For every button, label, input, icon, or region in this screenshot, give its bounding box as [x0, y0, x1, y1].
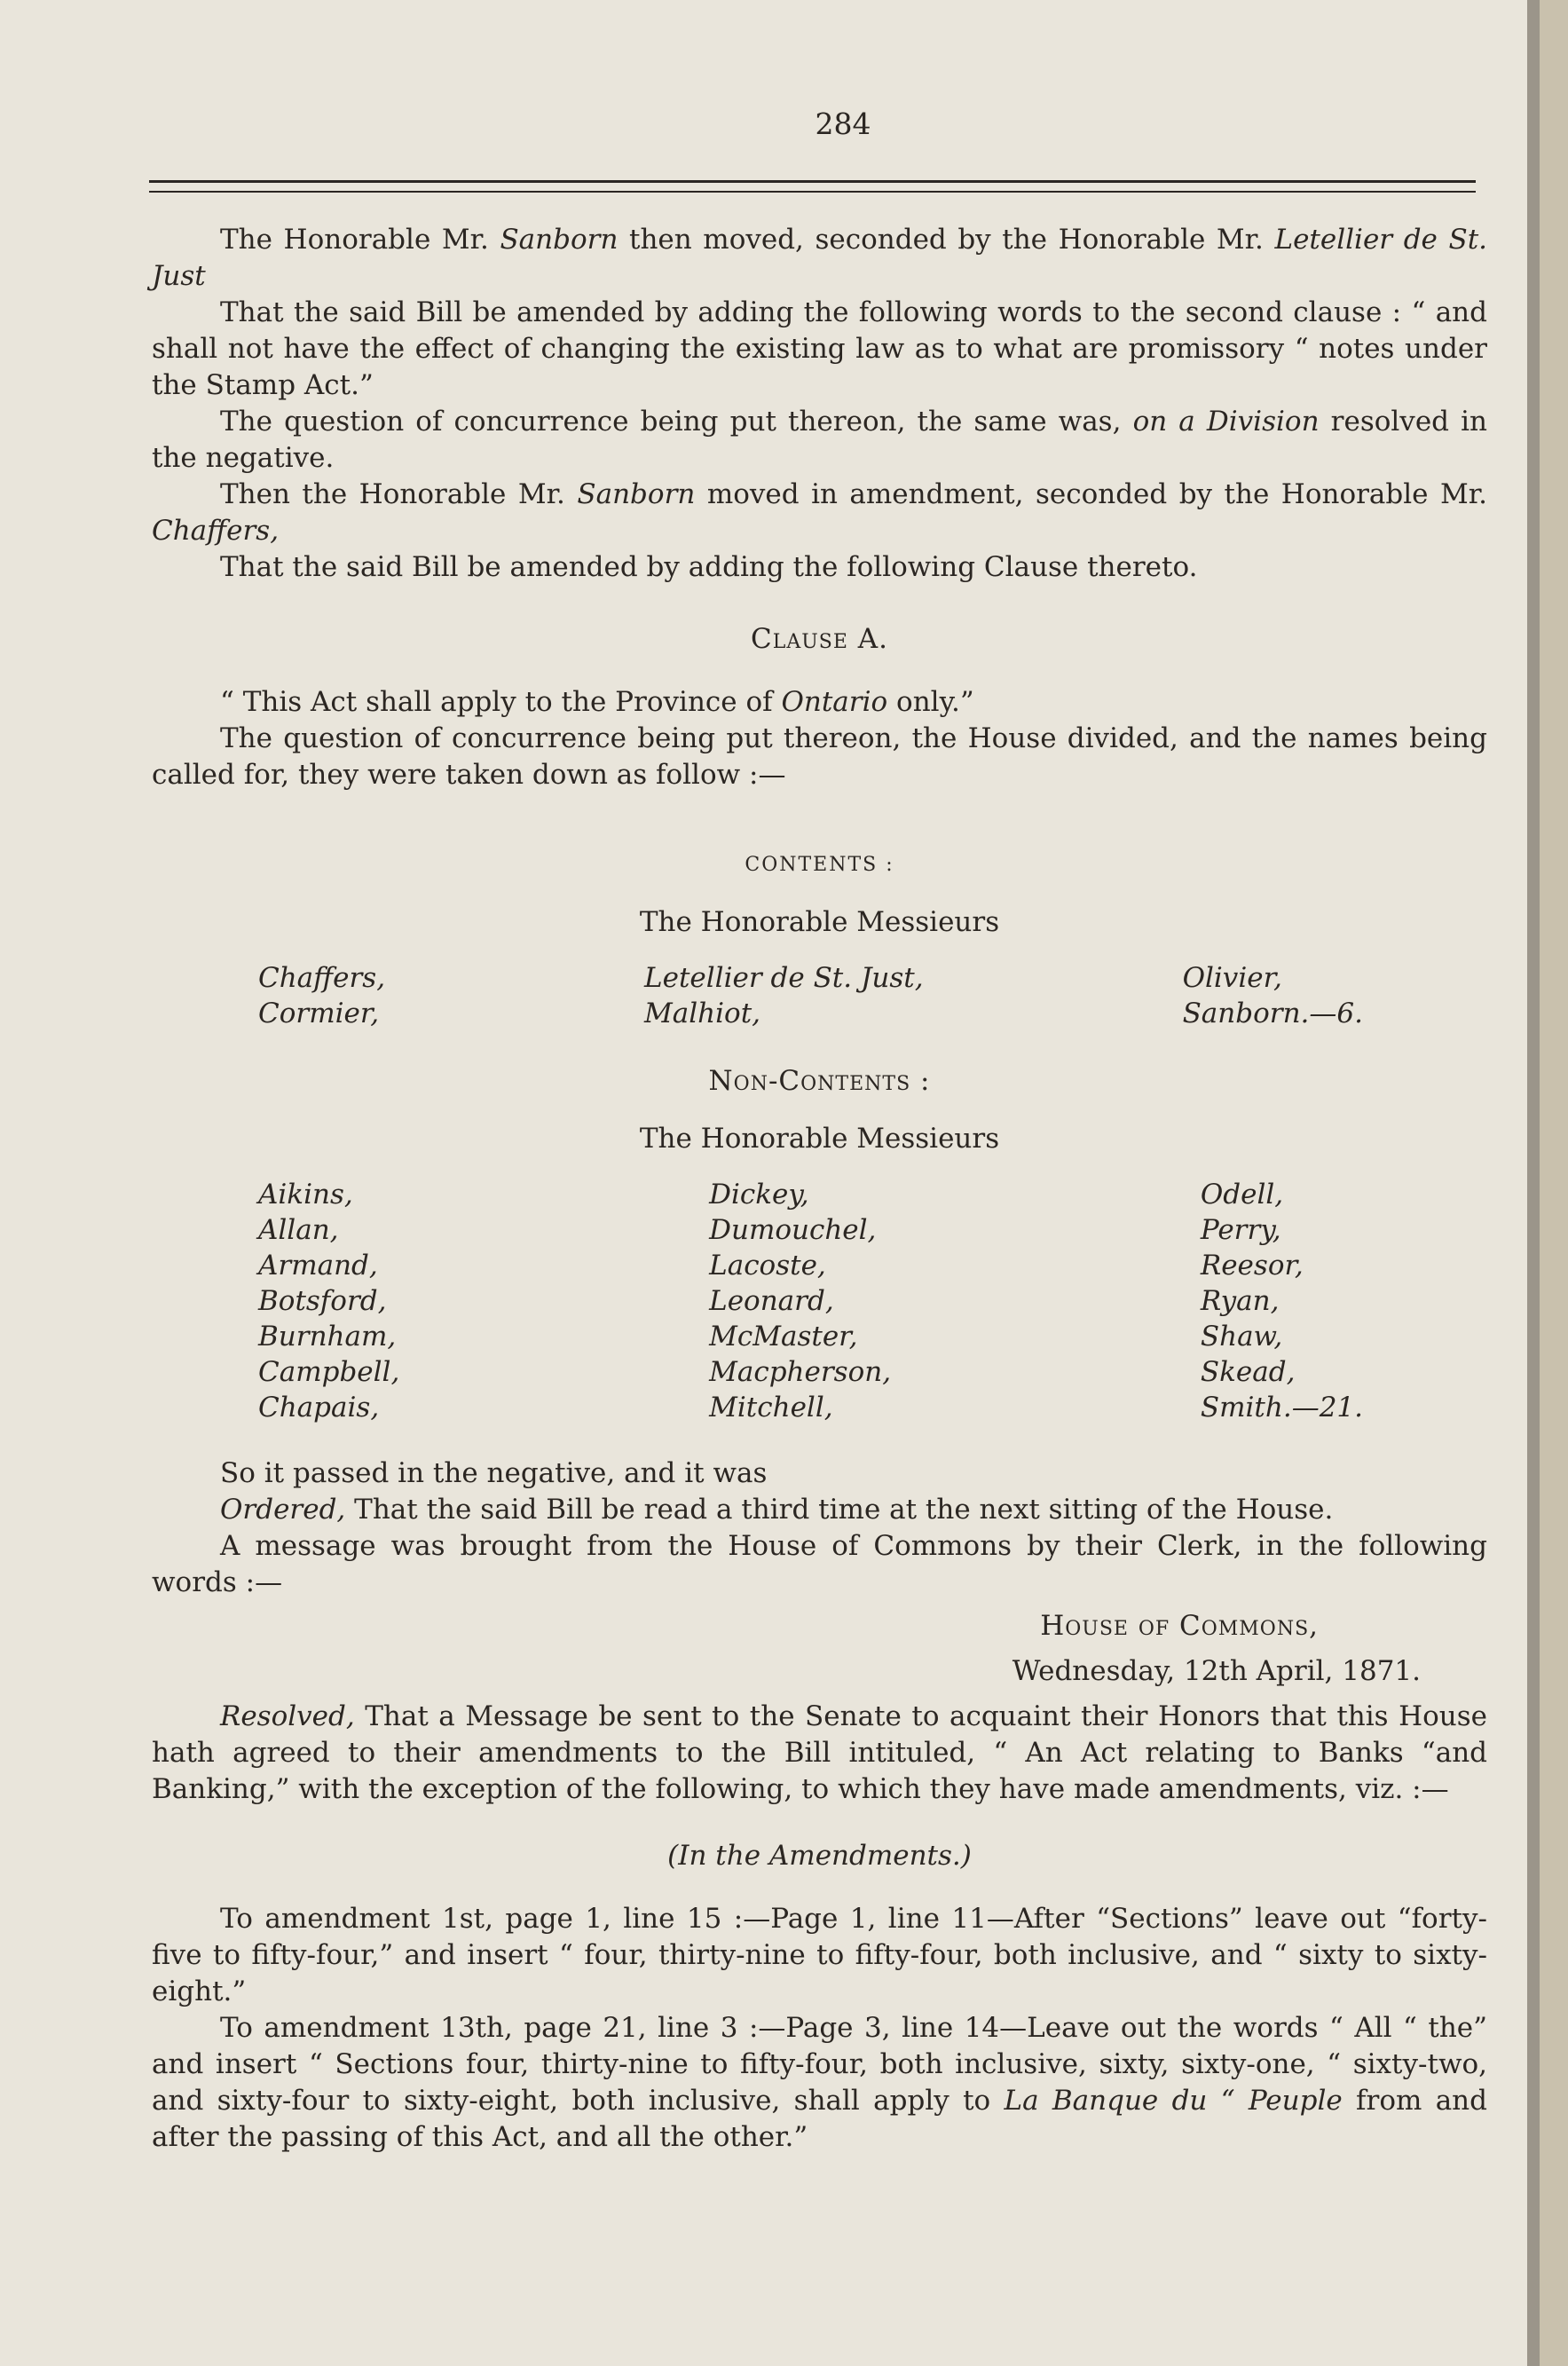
- paragraph-message-commons: A message was brought from the House of Commons by their Clerk, in the following words :—: [152, 1530, 1487, 1598]
- name-entry: Shaw,: [1200, 1321, 1283, 1353]
- name-entry: Sanborn.—6.: [1182, 998, 1363, 1029]
- paragraph-resolved: Resolved, That a Message be sent to the Senate to acquaint their Honors that this House hath agreed to their amendments to the Bill intituled, “ An Act relating to Banks “and Banking,” with the exception of the following, to which they have made amendments, viz. :—: [152, 1700, 1487, 1805]
- paragraph-ordered: Ordered, That the said Bill be read a third time at the next sitting of the House.: [220, 1494, 1334, 1526]
- contents-column: [1183, 960, 1363, 1031]
- name-entry: Skead,: [1200, 1356, 1296, 1388]
- name-entry: Aikins,: [258, 1179, 353, 1211]
- header-rule-thin: [149, 191, 1476, 193]
- name-entry: Botsford,: [258, 1285, 387, 1317]
- clause-heading: Clause A.: [751, 623, 888, 655]
- name-entry: Chapais,: [258, 1392, 380, 1424]
- clause-text: “ This Act shall apply to the Province of Ontario only.”: [220, 686, 974, 718]
- name-entry: Macpherson,: [709, 1356, 892, 1388]
- name-entry: Cormier,: [258, 998, 380, 1029]
- paragraph-division-result: The question of concurrence being put thereon, the same was, on a Division resolved in the negative.: [152, 406, 1488, 474]
- name-entry: Mitchell,: [709, 1392, 833, 1424]
- amendments-heading: (In the Amendments.): [667, 1840, 972, 1872]
- non-contents-column: [1201, 1177, 1363, 1425]
- commons-date: Wednesday, 12th April, 1871.: [1012, 1655, 1421, 1687]
- paragraph-amendment-words: That the said Bill be amended by adding the following words to the second clause : “ and shall not have the effect of changing the existing law as to what are promissory “ notes under the Stamp Act.”: [152, 296, 1487, 401]
- name-entry: Armand,: [258, 1250, 378, 1282]
- non-contents-names-list: [258, 1177, 1363, 1425]
- paragraph-second-motion: Then the Honorable Mr. Sanborn moved in amendment, seconded by the Honorable Mr. Chaffers,: [152, 478, 1487, 547]
- contents-names-list: [258, 960, 1363, 1031]
- name-entry: Reesor,: [1200, 1250, 1304, 1282]
- non-contents-honorable-messieurs: The Honorable Messieurs: [639, 1123, 1000, 1155]
- name-entry: Malhiot,: [644, 998, 761, 1029]
- paragraph-clause-addition: That the said Bill be amended by adding the following Clause thereto.: [220, 551, 1198, 583]
- name-entry: Letellier de St. Just,: [644, 962, 924, 994]
- page-number: 284: [815, 106, 871, 141]
- name-entry: Allan,: [258, 1214, 339, 1246]
- name-entry: Smith.—21.: [1200, 1392, 1363, 1424]
- name-entry: Perry,: [1200, 1214, 1281, 1246]
- name-entry: Campbell,: [258, 1356, 400, 1388]
- paragraph-house-divided: The question of concurrence being put thereon, the House divided, and the names being called for, they were taken down as follow :—: [152, 722, 1487, 791]
- paragraph-amendment-first: To amendment 1st, page 1, line 15 :—Page 1, line 11—After “Sections” leave out “forty-five to fifty-four,” and insert “ four, thirty-nine to fifty-four, both inclusive, and “ sixty to sixty-eight.”: [152, 1903, 1487, 2007]
- name-entry: Lacoste,: [709, 1250, 826, 1282]
- name-entry: Ryan,: [1200, 1285, 1280, 1317]
- name-entry: Leonard,: [709, 1285, 834, 1317]
- name-entry: Odell,: [1200, 1179, 1284, 1211]
- contents-column: [258, 960, 385, 1031]
- document-body: [152, 222, 1487, 2156]
- non-contents-label: Non-Contents :: [708, 1065, 931, 1097]
- contents-column: [644, 960, 924, 1031]
- name-entry: McMaster,: [709, 1321, 858, 1353]
- name-entry: Dickey,: [709, 1179, 809, 1211]
- paragraph-sanborn-motion: The Honorable Mr. Sanborn then moved, seconded by the Honorable Mr. Letellier de St. Just: [152, 224, 1488, 292]
- contents-label: CONTENTS :: [745, 854, 894, 876]
- paragraph-amendment-thirteenth: To amendment 13th, page 21, line 3 :—Page 3, line 14—Leave out the words “ All “ the” and insert “ Sections four, thirty-nine to fifty-four, both inclusive, sixty, sixty-one, “ sixty-two, and sixty-four to sixty-eight, both inclusive, shall apply to La Banque du “ Peuple from and after the passing of this Act, and all the other.”: [152, 2012, 1487, 2153]
- non-contents-column: [709, 1177, 891, 1425]
- header-rule-thick: [149, 180, 1476, 183]
- contents-honorable-messieurs: The Honorable Messieurs: [639, 906, 1000, 938]
- name-entry: Chaffers,: [258, 962, 386, 994]
- name-entry: Dumouchel,: [709, 1214, 877, 1246]
- non-contents-column: [258, 1177, 399, 1425]
- name-entry: Burnham,: [258, 1321, 397, 1353]
- commons-heading: House of Commons,: [1040, 1610, 1319, 1642]
- name-entry: Olivier,: [1182, 962, 1282, 994]
- paragraph-passed-negative: So it passed in the negative, and it was: [220, 1457, 768, 1489]
